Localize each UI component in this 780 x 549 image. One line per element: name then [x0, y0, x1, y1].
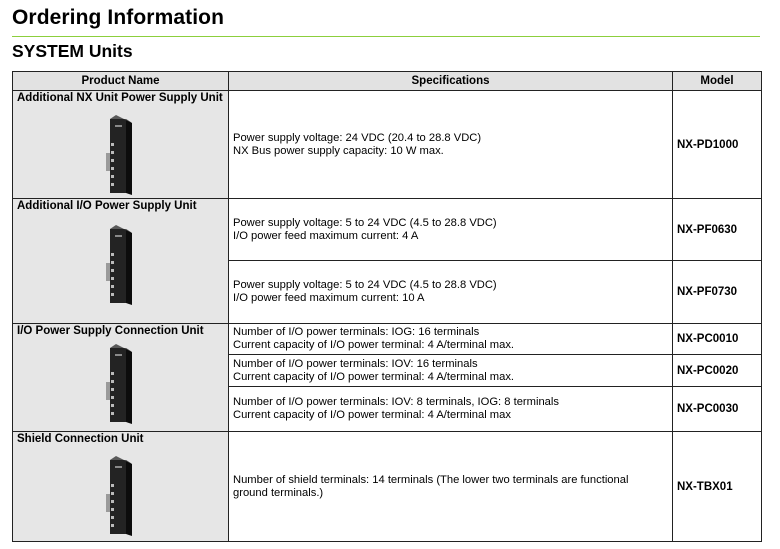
product-name: I/O Power Supply Connection Unit	[17, 325, 204, 337]
product-name: Shield Connection Unit	[17, 433, 144, 445]
unit-image	[101, 454, 141, 536]
spec-line: Current capacity of I/O power terminal: 4 A/terminal max	[233, 409, 511, 421]
spec-cell	[229, 355, 673, 387]
spec-cell	[229, 199, 673, 261]
model-cell: NX-PF0630	[673, 199, 762, 261]
spec-cell	[229, 91, 673, 199]
unit-image	[101, 223, 141, 305]
spec-line: I/O power feed maximum current: 4 A	[233, 229, 419, 242]
table-header-row	[13, 72, 762, 91]
model-cell: NX-PC0010	[673, 324, 762, 355]
spec-line: ground terminals.)	[233, 486, 324, 499]
spec-line: Power supply voltage: 5 to 24 VDC (4.5 to 28.8 VDC)	[233, 216, 497, 229]
title-divider	[12, 36, 760, 37]
model-cell: NX-TBX01	[673, 432, 762, 542]
spec-cell	[229, 261, 673, 324]
product-cell	[13, 324, 229, 432]
section-title: SYSTEM Units	[12, 41, 133, 61]
spec-line: Number of I/O power terminals: IOG: 16 terminals	[233, 326, 480, 338]
product-name: Additional NX Unit Power Supply Unit	[17, 92, 223, 104]
spec-line: I/O power feed maximum current: 10 A	[233, 292, 425, 304]
column-header-specifications: Specifications	[229, 72, 673, 91]
unit-image	[101, 342, 141, 424]
spec-line: Power supply voltage: 24 VDC (20.4 to 28.8 VDC)	[233, 131, 482, 144]
column-header-model: Model	[673, 72, 762, 91]
table-row	[13, 432, 762, 542]
spec-line: Number of I/O power terminals: IOV: 8 terminals, IOG: 8 terminals	[233, 396, 559, 408]
spec-cell	[229, 324, 673, 355]
model-cell: NX-PD1000	[673, 91, 762, 199]
product-cell	[13, 432, 229, 542]
model-cell: NX-PC0030	[673, 387, 762, 432]
table-row	[13, 324, 762, 355]
spec-cell	[229, 432, 673, 542]
spec-line: Power supply voltage: 5 to 24 VDC (4.5 to 28.8 VDC)	[233, 279, 497, 291]
page-title: Ordering Information	[12, 6, 224, 29]
product-cell	[13, 199, 229, 324]
spec-line: Current capacity of I/O power terminal: 4 A/terminal max.	[233, 339, 515, 351]
spec-line: Number of I/O power terminals: IOV: 16 terminals	[233, 357, 478, 370]
model-cell: NX-PF0730	[673, 261, 762, 324]
spec-cell	[229, 387, 673, 432]
model-cell: NX-PC0020	[673, 355, 762, 387]
ordering-table	[12, 71, 762, 542]
table-row	[13, 199, 762, 261]
product-cell	[13, 91, 229, 199]
unit-image	[101, 113, 141, 195]
product-name: Additional I/O Power Supply Unit	[17, 200, 197, 212]
spec-line: Number of shield terminals: 14 terminals (The lower two terminals are functional	[233, 473, 629, 486]
spec-line: NX Bus power supply capacity: 10 W max.	[233, 144, 444, 157]
spec-line: Current capacity of I/O power terminal: 4 A/terminal max.	[233, 370, 515, 383]
column-header-product-name: Product Name	[13, 72, 229, 91]
table-row	[13, 91, 762, 199]
